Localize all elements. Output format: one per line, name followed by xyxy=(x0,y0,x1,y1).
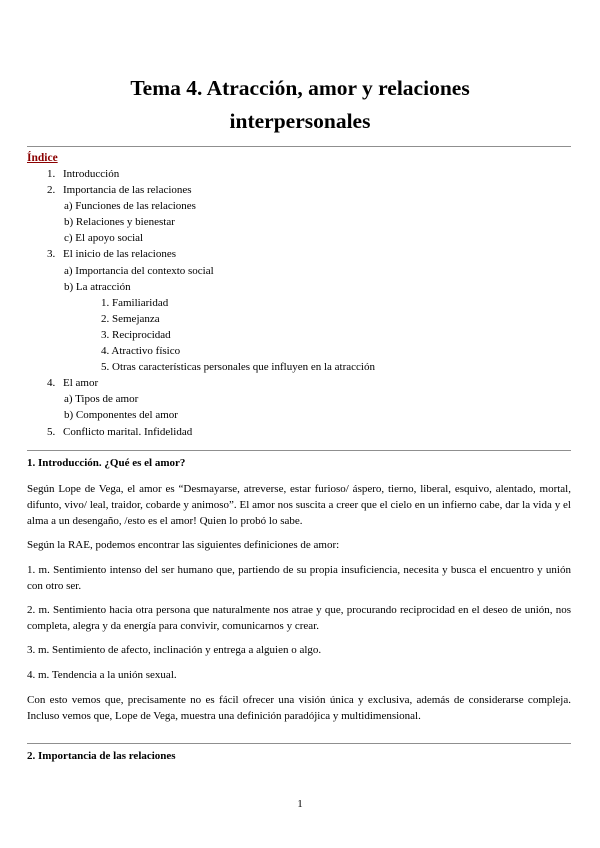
toc-subitem: a) Importancia del contexto social xyxy=(64,264,214,277)
divider-section-2 xyxy=(27,743,571,744)
title-line-2: interpersonales xyxy=(229,109,371,133)
title-line-1: Tema 4. Atracción, amor y relaciones xyxy=(130,76,470,100)
toc-subitem: c) El apoyo social xyxy=(64,232,144,245)
toc-subsubitem: 1. Familiaridad xyxy=(101,296,169,309)
paragraph-definition-2: 2. m. Sentimiento hacia otra persona que naturalmente nos atrae y que, procurando reciprocidad en el deseo de unión, nos completa, alegra y da energía para convivir, comunicarnos y crear. xyxy=(27,604,571,632)
page-number: 1 xyxy=(297,798,303,810)
paragraph-definition-1: 1. m. Sentimiento intenso del ser humano que, partiendo de su propia insuficiencia, necesita y busca el encuentro y unión con otro ser. xyxy=(27,564,571,592)
toc-item xyxy=(0,424,600,440)
toc-item xyxy=(0,182,600,198)
toc-subsubitem: 3. Reciprocidad xyxy=(101,328,171,341)
paragraph-conclusion: Con esto vemos que, precisamente no es fácil ofrecer una visión única y exclusiva, además de considerarse compleja. Incluso vemos que, Lope de Vega, muestra una definición paradójica y multidimensional. xyxy=(27,694,571,722)
paragraph-definition-3: 3. m. Sentimiento de afecto, inclinación y entrega a alguien o algo. xyxy=(27,644,322,656)
section-2-heading: 2. Importancia de las relaciones xyxy=(27,750,176,762)
toc-subitem: b) Relaciones y bienestar xyxy=(64,216,175,229)
toc-item-label: El amor xyxy=(63,377,99,390)
divider-after-toc xyxy=(27,450,571,451)
paragraph-lope: Según Lope de Vega, el amor es “Desmayarse, atreverse, estar furioso/ áspero, tierno, liberal, esquivo, alentado, mortal, difunto, vivo/ leal, traidor, cobarde y animoso”. El amor nos suscita a creer que el cielo en un infierno cabe, dar la vida y el alma a un desengaño, /esto es el amor! Quien lo probó lo sabe. xyxy=(27,483,571,527)
paragraph-definition-4: 4. m. Tendencia a la unión sexual. xyxy=(27,669,177,681)
toc-item-number: 3. xyxy=(47,248,56,261)
toc-item-number: 2. xyxy=(47,184,56,197)
toc-item-number: 1. xyxy=(47,168,56,180)
toc-subitem: a) Tipos de amor xyxy=(64,393,139,406)
toc-subitem: a) Funciones de las relaciones xyxy=(64,200,196,213)
toc-subitem: b) La atracción xyxy=(64,280,131,293)
toc-item xyxy=(0,375,600,391)
paragraph-rae-intro: Según la RAE, podemos encontrar las siguientes definiciones de amor: xyxy=(27,539,340,551)
toc-item-number: 5. xyxy=(47,425,56,438)
toc-item-label: Importancia de las relaciones xyxy=(63,184,192,197)
divider-top xyxy=(27,146,571,147)
toc-item xyxy=(0,166,600,182)
section-1-heading: 1. Introducción. ¿Qué es el amor? xyxy=(27,457,186,469)
toc-subsubitem: 2. Semejanza xyxy=(101,312,160,325)
document-title xyxy=(60,72,540,138)
toc-item xyxy=(0,246,600,262)
toc-heading: Índice xyxy=(27,152,58,164)
toc-subitem: b) Componentes del amor xyxy=(64,409,178,422)
toc-item-label: Conflicto marital. Infidelidad xyxy=(63,425,193,438)
toc-subsubitem: 5. Otras características personales que influyen en la atracción xyxy=(101,361,375,374)
toc-subsubitem: 4. Atractivo físico xyxy=(101,345,181,358)
toc-item-number: 4. xyxy=(47,377,56,390)
table-of-contents xyxy=(0,166,600,440)
toc-item-label: El inicio de las relaciones xyxy=(63,248,177,261)
toc-item-label: Introducción xyxy=(63,168,120,180)
